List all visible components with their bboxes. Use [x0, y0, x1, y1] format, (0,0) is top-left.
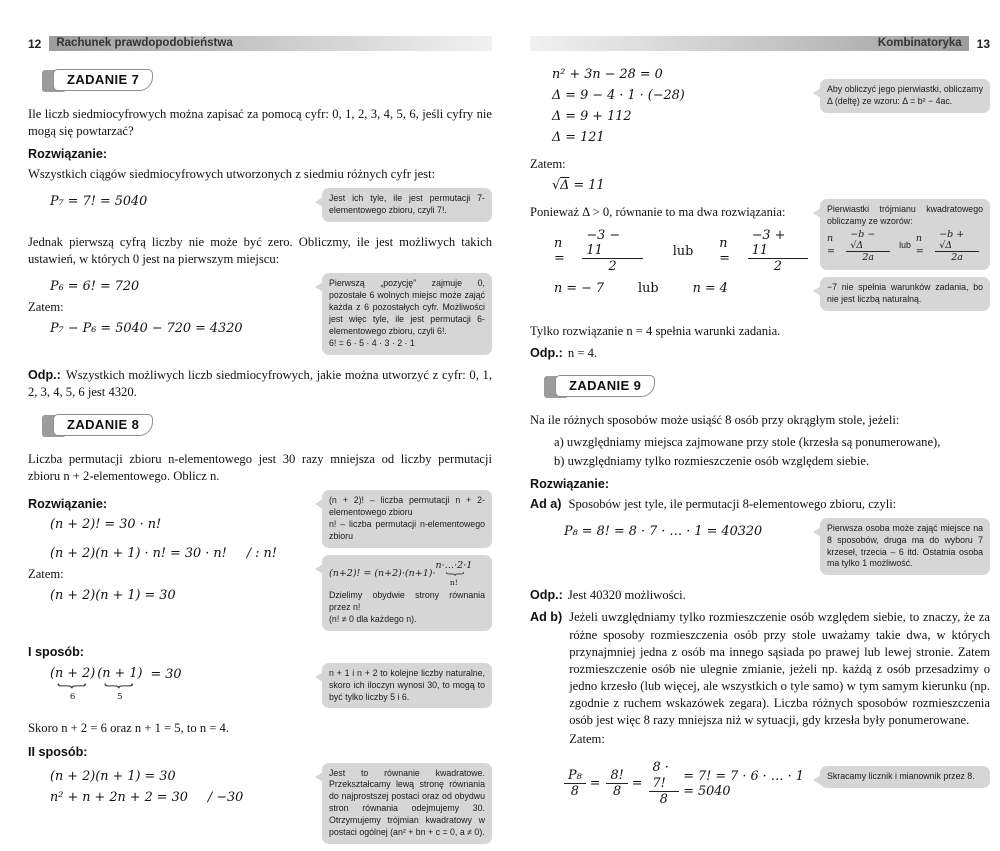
underbrace-expression: (n + 2) [50, 665, 96, 681]
solution-value: n = − 7 [554, 281, 605, 297]
ad-a-text: Sposobów jest tyle, ile permutacji 8-elementowego zbioru, czyli: [568, 496, 897, 511]
equation: (n + 2)! = 30 · n! [50, 517, 162, 533]
underbrace-icon: } [54, 681, 91, 690]
problem-item-a: a) uwzględniamy miejsca zajmowane przy stole (krzesła są ponumerowane), [554, 435, 941, 450]
equation-column [530, 199, 820, 302]
callout-text: Dzielimy obydwie strony równania przez n! [329, 590, 485, 613]
fraction-denominator: 8 [570, 784, 579, 800]
answer-text: Wszystkich możliwych liczb siedmiocyfrowych, jakie można utworzyć z cyfr: 0, 1, 2, 3, 4, 5, 6 jest 4320. [28, 367, 492, 399]
equation: P₈ = 8! = 8 · 7 · … · 1 = 40320 [564, 523, 763, 539]
chapter-title: Rachunek prawdopodobieństwa [49, 36, 492, 51]
zatem-label: Zatem: [569, 732, 605, 747]
fraction [606, 768, 627, 799]
problem-text: Na ile różnych sposobów może usiąść 8 osób przy okrągłym stole, jeżeli: [530, 413, 900, 428]
equation-column [28, 490, 322, 609]
solutions-row [554, 281, 812, 296]
callout [322, 273, 492, 354]
equation-callout-row [530, 518, 990, 583]
callout-column [322, 188, 492, 229]
method-2-label: II sposób: [28, 744, 88, 759]
task-badge-label: ZADANIE 7 [53, 69, 153, 91]
answer-text: n = 4. [567, 346, 598, 361]
callout-text: n! – liczba permutacji n-elementowego zbioru [329, 518, 485, 541]
fraction-numerator: 8 · 7! [649, 760, 680, 791]
underbrace-label: 6 [69, 691, 76, 702]
underbrace-label: n! [449, 578, 458, 588]
task-badge-label: ZADANIE 8 [53, 414, 153, 436]
solution-label: Rozwiązanie: [28, 147, 108, 162]
ad-b-label: Ad b) [530, 610, 563, 625]
equation: (n + 2)(n + 1) = 30 [50, 768, 176, 784]
equation-column [530, 753, 820, 813]
task-badge-9 [544, 375, 655, 399]
callout-column [820, 518, 990, 583]
page-number: 13 [976, 36, 990, 51]
fraction-denominator: 8 [613, 784, 622, 800]
equals-sign: = [631, 776, 643, 792]
ad-a-label: Ad a) [530, 496, 562, 511]
callout-formula [329, 561, 485, 589]
equation-operation: / −30 [207, 789, 244, 805]
chapter-title: Kombinatoryka [530, 36, 969, 51]
underbrace-expression: n·…·2·1 [435, 559, 473, 571]
paragraph: Jednak pierwszą cyfrą liczby nie może być zero. Obliczmy, ile jest możliwych takich ustawień, w których 0 jest na pierwszym miejscu: [28, 235, 492, 267]
lub-connector: lub [672, 243, 694, 259]
page-left [28, 36, 492, 851]
answer-paragraph [530, 587, 990, 604]
callout: Aby obliczyć jego pierwiastki, obliczamy Δ (deltę) ze wzoru: Δ = b² − 4ac. [820, 79, 990, 113]
ad-a-row [530, 496, 990, 513]
equation-prefix: n = [554, 236, 565, 267]
callout [322, 490, 492, 548]
equation-callout-row [530, 753, 990, 813]
fraction-numerator: 8! [606, 768, 627, 784]
paragraph: Tylko rozwiązanie n = 4 spełnia warunki zadania. [530, 324, 781, 339]
equation-prefix: n = [719, 236, 730, 267]
callout [322, 555, 492, 631]
paragraph: Skoro n + 2 = 6 oraz n + 1 = 5, to n = 4. [28, 721, 229, 736]
equation-tail: = 7! = 7 · 6 · … · 1 = 5040 [683, 768, 804, 799]
answer-label: Odp.: [530, 588, 563, 603]
problem-item-b: b) uwzględniamy tylko rozmieszczenie osób względem siebie. [554, 453, 870, 468]
fraction-denominator: 2a [862, 252, 875, 264]
callout: n + 1 i n + 2 to kolejne liczby naturalne, skoro ich iloczyn wynosi 30, to mogą to być tylko liczby 5 i 6. [322, 663, 492, 709]
equation-column [28, 188, 322, 215]
zatem-label: Zatem: [530, 157, 566, 171]
equation-main: (n + 2)(n + 1) · n! = 30 · n! [50, 546, 227, 562]
callout-text: Pierwszą „pozycję” zajmuje 0, pozostałe 6 wolnych miejsc może zająć każda z 6 pozostałych cyfr. Możliwości jest więc tyle, ile jest permutacji 6-elementowego zbioru, czyli 6!. [329, 278, 485, 336]
underbrace-group [50, 667, 95, 702]
ad-b-block [569, 609, 990, 748]
answer-paragraph [530, 345, 990, 362]
fraction-equation [560, 760, 812, 806]
solution-value: n = 4 [692, 281, 728, 297]
callout-column [820, 199, 990, 318]
task-badge-8 [42, 414, 153, 438]
ad-b-row [530, 609, 990, 748]
fraction-numerator: P₈ [564, 768, 586, 784]
solution-label: Rozwiązanie: [530, 476, 610, 491]
running-header-right [530, 36, 990, 51]
equation-prefix: n = [827, 233, 835, 258]
task-badge-7 [42, 69, 153, 93]
equation-operation: / : n! [246, 546, 277, 562]
callout-column [322, 273, 492, 361]
callout-formula [827, 229, 983, 264]
equation-callout-row [28, 490, 492, 638]
fraction [748, 228, 808, 274]
equation: P₇ − P₆ = 5040 − 720 = 4320 [50, 321, 243, 337]
equation: (n + 2)(n + 1) = 30 [50, 588, 176, 604]
fraction-denominator: 8 [659, 791, 668, 807]
callout-formula: 6! = 6 · 5 · 4 · 3 · 2 · 1 [329, 337, 415, 348]
equation-column [28, 273, 322, 342]
running-header-left [28, 36, 492, 51]
fraction [846, 229, 890, 264]
equation-callout-row [530, 199, 990, 318]
callout: −7 nie spełnia warunków zadania, bo nie jest liczbą naturalną. [820, 277, 990, 311]
fraction-denominator: 2 [773, 259, 782, 275]
callout: Pierwsza osoba może zająć miejsce na 8 sposobów, druga ma do wyboru 7 krzeseł, trzecia – 6 itd. Ostatnia osoba ma tylko 1 możliwość. [820, 518, 990, 576]
equation [552, 178, 990, 193]
callout: Jest ich tyle, ile jest permutacji 7-elementowego zbioru, czyli 7!. [322, 188, 492, 222]
problem-text: Liczba permutacji zbioru n-elementowego jest 30 razy mniejsza od liczby permutacji zbioru n + 2-elementowego. Oblicz n. [28, 451, 492, 483]
underbrace-group [435, 561, 472, 589]
lub-connector: lub [638, 281, 659, 297]
underbrace-label: 5 [117, 691, 123, 702]
answer-label: Odp.: [530, 346, 563, 361]
fraction-equation [554, 228, 812, 274]
equation-callout-row [28, 663, 492, 716]
callout-column [322, 763, 492, 851]
equation: Δ = 121 [552, 130, 605, 145]
equation-column [530, 61, 820, 151]
equation: Δ = 9 + 112 [552, 109, 632, 124]
underbrace-icon: } [101, 681, 139, 690]
zatem-label: Zatem: [28, 300, 64, 315]
callout [820, 199, 990, 270]
equation-column [530, 518, 820, 545]
underbrace-group [97, 667, 142, 702]
ad-b-text: Jeżeli uwzględniamy tylko rozmieszczenie osób względem siebie, to znaczy, że za różne sposoby rozmieszczenia osób przy stole uważamy takie dwa, w których przynajmniej jedna z osób ma innego sąsiada po prawej lub lewej stronie. Zatem rozmieszczenie osób nie ulegnie zmianie, jeżeli np. każdą z osób przesadzimy o jedno krzesło (lub więcej, ale wszystkich o tyle samo) w tym samym kierunku (np. zgodnie z ruchem wskazówek zegara). Liczba różnych sposobów rozmieszczenia osób jest więc 8 razy mniejsza niż w sytuacji, gdy krzesła były ponumerowane. [569, 610, 990, 728]
paragraph: Ponieważ Δ > 0, równanie to ma dwa rozwiązania: [530, 205, 786, 219]
page-number: 12 [28, 36, 42, 51]
callout-column [820, 61, 990, 120]
equals-sign: = [589, 776, 601, 792]
fraction [935, 229, 979, 264]
braced-equation [50, 667, 314, 702]
callout: Jest to równanie kwadratowe. Przekształcamy lewą stronę równania do najprostszej postaci oraz od obydwu stron równania odejmujemy 30. Otrzymujemy trójmian kwadratowy w postaci ogólnej (an² + bn + c = 0, a ≠ 0). [322, 763, 492, 844]
fraction [649, 760, 680, 806]
fraction [582, 228, 642, 274]
solution-label: Rozwiązanie: [28, 497, 108, 512]
underbrace-icon: } [442, 571, 465, 577]
equation-column [28, 663, 322, 706]
paragraph: Wszystkich ciągów siedmiocyfrowych utworzonych z siedmiu różnych cyfr jest: [28, 167, 436, 182]
equation-callout-row [530, 61, 990, 151]
equation-callout-row [28, 273, 492, 361]
method-1-label: I sposób: [28, 644, 84, 659]
equation-tail: = 11 [569, 178, 605, 193]
equation [50, 546, 314, 561]
fraction-numerator: −b + √Δ [935, 229, 979, 252]
equation [50, 790, 314, 805]
fraction [564, 768, 586, 799]
equation-callout-row [28, 763, 492, 851]
fraction-numerator: −3 + 11 [748, 228, 808, 259]
callout-text: Pierwiastki trójmianu kwadratowego obliczamy ze wzorów: [827, 204, 983, 226]
callout-column [322, 663, 492, 716]
callout-text: (n + 2)! – liczba permutacji n + 2-elementowego zbioru [329, 495, 485, 517]
fraction-denominator: 2 [608, 259, 617, 275]
underbrace-expression: (n + 1) [97, 665, 143, 681]
callout-column [820, 753, 990, 795]
equation-prefix: n = [915, 233, 924, 258]
fraction-numerator: −b − √Δ [846, 229, 890, 252]
answer-text: Jest 40320 możliwości. [567, 588, 686, 603]
sqrt-sign: √ [552, 178, 561, 193]
equation-callout-row [28, 188, 492, 229]
answer-label: Odp.: [28, 367, 61, 382]
equation-main: n² + n + 2n + 2 = 30 [50, 789, 188, 805]
formula-prefix: (n+2)! = (n+2)·(n+1)· [329, 568, 436, 579]
lub-connector: lub [899, 240, 911, 251]
fraction-numerator: −3 − 11 [582, 228, 642, 259]
callout: Skracamy licznik i mianownik przez 8. [820, 766, 990, 788]
task-badge-label: ZADANIE 9 [555, 375, 655, 397]
callout-column [322, 490, 492, 638]
zatem-label: Zatem: [28, 567, 64, 582]
fraction-denominator: 2a [951, 252, 963, 264]
answer-paragraph [28, 367, 492, 401]
callout-text: (n! ≠ 0 dla każdego n). [329, 613, 417, 624]
equation-column [28, 763, 322, 811]
equation: P₇ = 7! = 5040 [50, 194, 148, 210]
sqrt-radicand: Δ [560, 178, 570, 193]
equation: n² + 3n − 28 = 0 [552, 67, 663, 82]
equation: P₆ = 6! = 720 [50, 279, 140, 295]
page-right [530, 36, 990, 814]
equation: Δ = 9 − 4 · 1 · (−28) [552, 88, 685, 103]
problem-text: Ile liczb siedmiocyfrowych można zapisać za pomocą cyfr: 0, 1, 2, 3, 4, 5, 6, jeśli cyfry nie mogą się powtarzać? [28, 107, 492, 139]
equation-tail: = 30 [150, 666, 182, 682]
